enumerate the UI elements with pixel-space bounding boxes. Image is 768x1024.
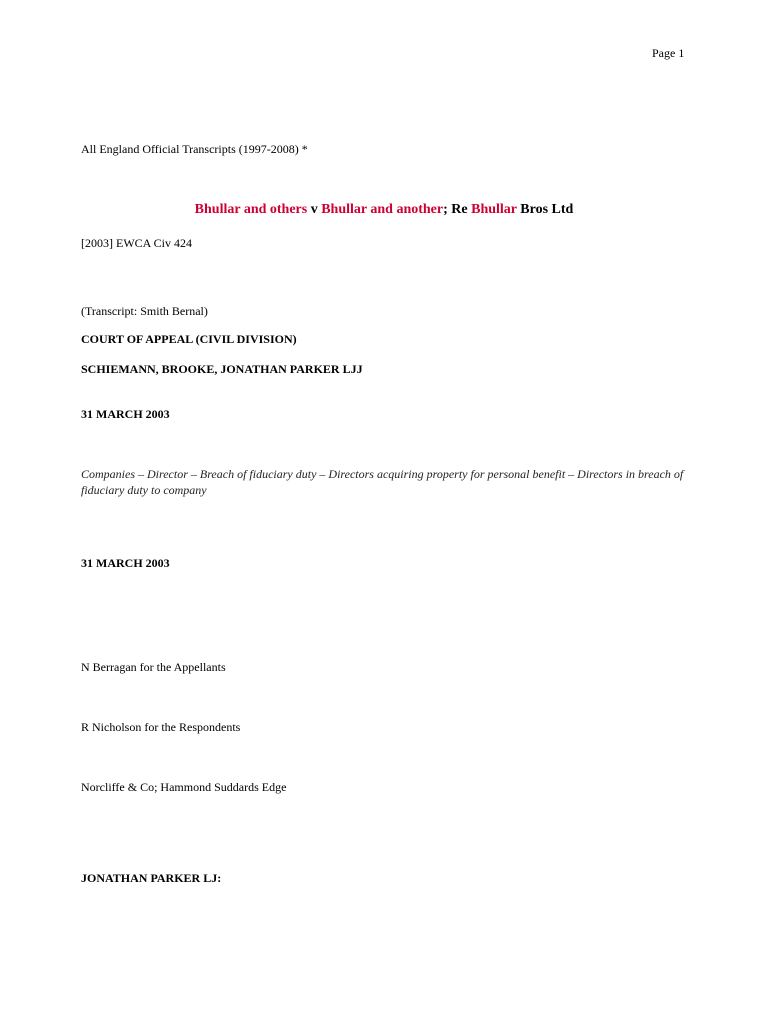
page-number: Page 1	[652, 46, 685, 60]
judgment-date: 31 MARCH 2003	[81, 556, 170, 570]
counsel-respondents: R Nicholson for the Respondents	[81, 720, 241, 734]
court-name: COURT OF APPEAL (CIVIL DIVISION)	[81, 332, 297, 346]
case-title	[0, 202, 768, 218]
solicitors: Norcliffe & Co; Hammond Suddards Edge	[81, 780, 287, 794]
counsel-appellants: N Berragan for the Appellants	[81, 660, 226, 674]
judges: SCHIEMANN, BROOKE, JONATHAN PARKER LJJ	[81, 362, 363, 376]
hearing-date: 31 MARCH 2003	[81, 407, 170, 421]
transcript-note: (Transcript: Smith Bernal)	[81, 304, 208, 318]
title-re: ; Re	[443, 202, 472, 217]
judgment-heading: JONATHAN PARKER LJ:	[81, 871, 222, 885]
party-highlight-2: Bhullar and another	[321, 202, 444, 217]
title-company: Bros Ltd	[516, 202, 574, 217]
title-versus: v	[307, 202, 322, 217]
party-highlight-1: Bhullar and others	[194, 202, 308, 217]
party-highlight-3: Bhullar	[471, 202, 517, 217]
catchwords: Companies – Director – Breach of fiduciary duty – Directors acquiring property for personal benefit – Directors in breach of fiduciary duty to company	[81, 467, 684, 497]
citation: [2003] EWCA Civ 424	[81, 236, 192, 250]
source-line: All England Official Transcripts (1997-2008) *	[81, 142, 308, 156]
